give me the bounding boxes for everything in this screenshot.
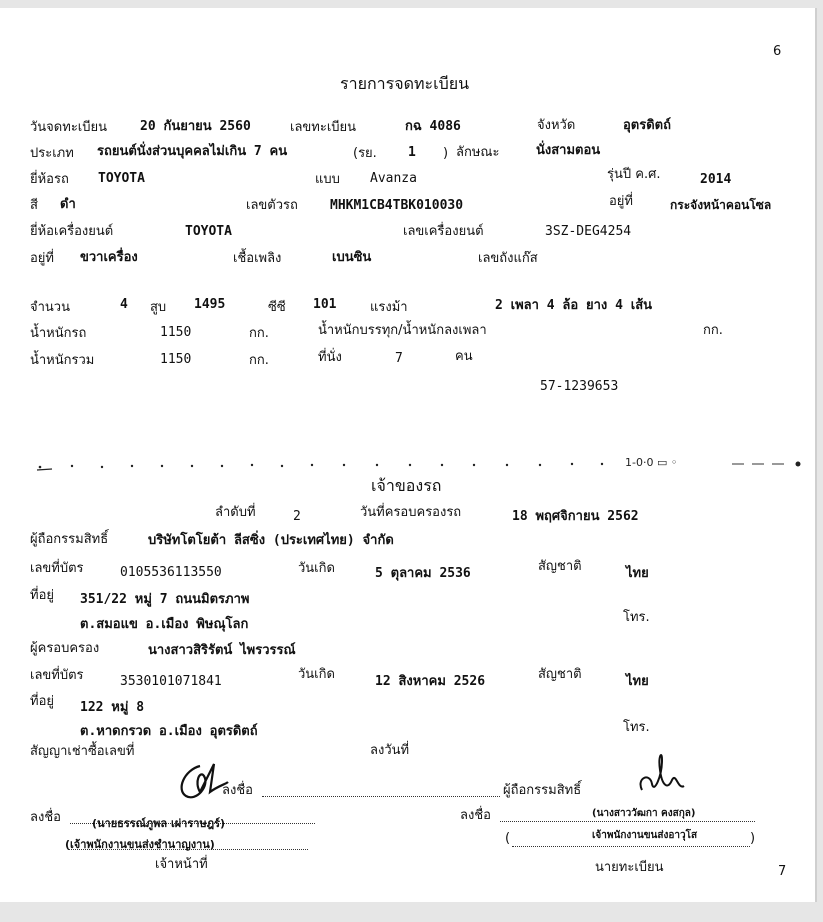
- holder-sign-suffix: ผู้ถือกรรมสิทธิ์: [503, 783, 582, 798]
- possession-date: 18 พฤศจิกายน 2562: [512, 509, 639, 524]
- model-year: 2014: [700, 172, 732, 187]
- holder-address-2: ต.สมอแข อ.เมือง พิษณุโลก: [80, 617, 249, 632]
- horsepower: 101: [313, 297, 337, 312]
- holder-address-1: 351/22 หมู่ 7 ถนนมิตรภาพ: [80, 592, 250, 607]
- registration-page: [0, 8, 817, 902]
- cc-label: ซีซี: [268, 300, 286, 315]
- cylinder-label: สูบ: [150, 300, 167, 315]
- officer-sign-label: ลงชื่อ: [30, 810, 61, 825]
- registration-title: รายการจดทะเบียน: [340, 74, 470, 93]
- possessor-nationality: ไทย: [626, 674, 649, 689]
- model-label: แบบ: [315, 172, 340, 187]
- holder-signature-2: [632, 746, 688, 804]
- class-close: ): [443, 146, 449, 161]
- engine-cc: 1495: [194, 297, 226, 312]
- plate-label: เลขทะเบียน: [290, 120, 357, 135]
- possessor-birth-date: 12 สิงหาคม 2526: [375, 674, 486, 689]
- engine-location: ขวาเครื่อง: [80, 250, 138, 265]
- perforation-text: 1-0·0 ▭ ◦: [625, 456, 678, 469]
- type-label: ประเภท: [30, 146, 74, 161]
- sign-date-label: ลงวันที่: [370, 743, 410, 758]
- registrar-sign-label: ลงชื่อ: [460, 808, 491, 823]
- reference-number: 57-1239653: [540, 379, 619, 394]
- vehicle-type: รถยนต์นั่งส่วนบุคคลไม่เกิน 7 คน: [97, 144, 288, 159]
- total-weight: 1150: [160, 352, 192, 367]
- engine-brand-label: ยี่ห้อเครื่องยนต์: [30, 224, 114, 239]
- registrar-title: เจ้าพนักงานขนส่งอาวุโส: [592, 830, 698, 841]
- engine-at-label: อยู่ที่: [30, 251, 54, 266]
- engine-number-label: เลขเครื่องยนต์: [403, 224, 484, 239]
- possession-date-label: วันที่ครอบครองรถ: [360, 505, 462, 520]
- hire-purchase-label: สัญญาเช่าซื้อเลขที่: [30, 744, 135, 759]
- holder-sign-label: ลงชื่อ: [222, 783, 253, 798]
- registrar-title-dotline: [512, 846, 750, 847]
- holder-birth-label: วันเกิด: [298, 561, 335, 576]
- color: ดำ: [60, 197, 76, 212]
- officer-name: (นายธรรณ์ภูพล เผ่าราษฎร์): [92, 817, 226, 830]
- brand: TOYOTA: [98, 171, 145, 186]
- possessor-address-1: 122 หมู่ 8: [80, 700, 145, 715]
- chassis-number: MHKM1CB4TBK010030: [330, 198, 464, 213]
- persons-label: คน: [455, 349, 473, 364]
- possessor-tel-label: โทร.: [623, 720, 650, 735]
- color-label: สี: [30, 198, 38, 213]
- class-number: 1: [408, 145, 416, 160]
- kg-unit-3: กก.: [249, 353, 269, 368]
- holder-card-number: 0105536113550: [120, 565, 222, 580]
- holder-birth-date: 5 ตุลาคม 2536: [375, 566, 471, 581]
- possessor-card-label: เลขที่บัตร: [30, 668, 84, 683]
- seats-label: ที่นั่ง: [318, 350, 342, 365]
- total-weight-label: น้ำหนักรวม: [30, 353, 95, 368]
- chassis-location: กระจังหน้าคอนโซล: [670, 198, 772, 212]
- province: อุตรดิตถ์: [623, 118, 671, 133]
- year-label: รุ่นปี ค.ศ.: [607, 167, 661, 182]
- officer-role: เจ้าหน้าที่: [155, 857, 208, 872]
- possessor-card-number: 3530101071841: [120, 674, 222, 689]
- holder-nation-label: สัญชาติ: [538, 559, 582, 574]
- perforation-line: [32, 460, 822, 472]
- cylinders: 4: [120, 297, 128, 312]
- possessor-name: นางสาวสิริรัตน์ ไพรวรรณ์: [148, 643, 296, 658]
- gas-tank-label: เลขถังแก๊ส: [478, 251, 538, 266]
- model: Avanza: [370, 171, 417, 186]
- seats: 7: [395, 351, 403, 366]
- possessor-nation-label: สัญชาติ: [538, 667, 582, 682]
- fuel-label: เชื้อเพลิง: [233, 251, 282, 266]
- vehicle-weight: 1150: [160, 325, 192, 340]
- officer-title: (เจ้าพนักงานขนส่งชำนาญงาน): [65, 838, 215, 851]
- chassis-label: เลขตัวรถ: [246, 198, 298, 213]
- holder-tel-label: โทร.: [623, 610, 650, 625]
- holder-name: บริษัทโตโยต้า ลีสซิ่ง (ประเทศไทย) จำกัด: [148, 533, 394, 548]
- reg-date: 20 กันยายน 2560: [140, 119, 251, 134]
- page-number-bottom: 7: [778, 864, 787, 879]
- registrar-name: (นางสาววัฒกา คงสกุล): [592, 808, 696, 819]
- engine-brand: TOYOTA: [185, 224, 232, 239]
- holder-label: ผู้ถือกรรมสิทธิ์: [30, 532, 109, 547]
- brand-label: ยี่ห้อรถ: [30, 172, 69, 187]
- weight-label: น้ำหนักรถ: [30, 326, 87, 341]
- engine-number: 3SZ-DEG4254: [545, 224, 632, 239]
- kg-unit-2: กก.: [703, 323, 723, 338]
- owner-title: เจ้าของรถ: [371, 476, 442, 495]
- page-number-top: 6: [773, 44, 782, 59]
- class-open: (รย.: [353, 146, 377, 161]
- reg-date-label: วันจดทะเบียน: [30, 120, 107, 135]
- feature-label: ลักษณะ: [456, 145, 500, 160]
- registrar-paren-open: (: [505, 831, 511, 846]
- holder-sign-dotline: [262, 796, 500, 797]
- feature: นั่งสามตอน: [536, 143, 601, 158]
- holder-nationality: ไทย: [626, 566, 649, 581]
- possessor-address-2: ต.หาดกรวด อ.เมือง อุตรดิตถ์: [80, 724, 258, 739]
- order-number: 2: [293, 509, 301, 524]
- registrar-role: นายทะเบียน: [595, 860, 664, 875]
- possessor-label: ผู้ครอบครอง: [30, 641, 100, 656]
- count-label: จำนวน: [30, 300, 70, 315]
- province-label: จังหวัด: [537, 118, 576, 133]
- registrar-paren-close: ): [750, 831, 756, 846]
- chassis-at-label: อยู่ที่: [609, 194, 633, 209]
- fuel: เบนซิน: [332, 250, 372, 265]
- possessor-birth-label: วันเกิด: [298, 667, 335, 682]
- kg-unit-1: กก.: [249, 326, 269, 341]
- possessor-addr-label: ที่อยู่: [30, 694, 54, 709]
- holder-addr-label: ที่อยู่: [30, 588, 54, 603]
- plate-number: กฉ 4086: [405, 119, 461, 134]
- axles-wheels: 2 เพลา 4 ล้อ ยาง 4 เส้น: [495, 298, 653, 313]
- hp-label: แรงม้า: [370, 300, 408, 315]
- order-label: ลำดับที่: [215, 505, 256, 520]
- holder-card-label: เลขที่บัตร: [30, 561, 84, 576]
- load-label: น้ำหนักบรรทุก/น้ำหนักลงเพลา: [318, 323, 487, 338]
